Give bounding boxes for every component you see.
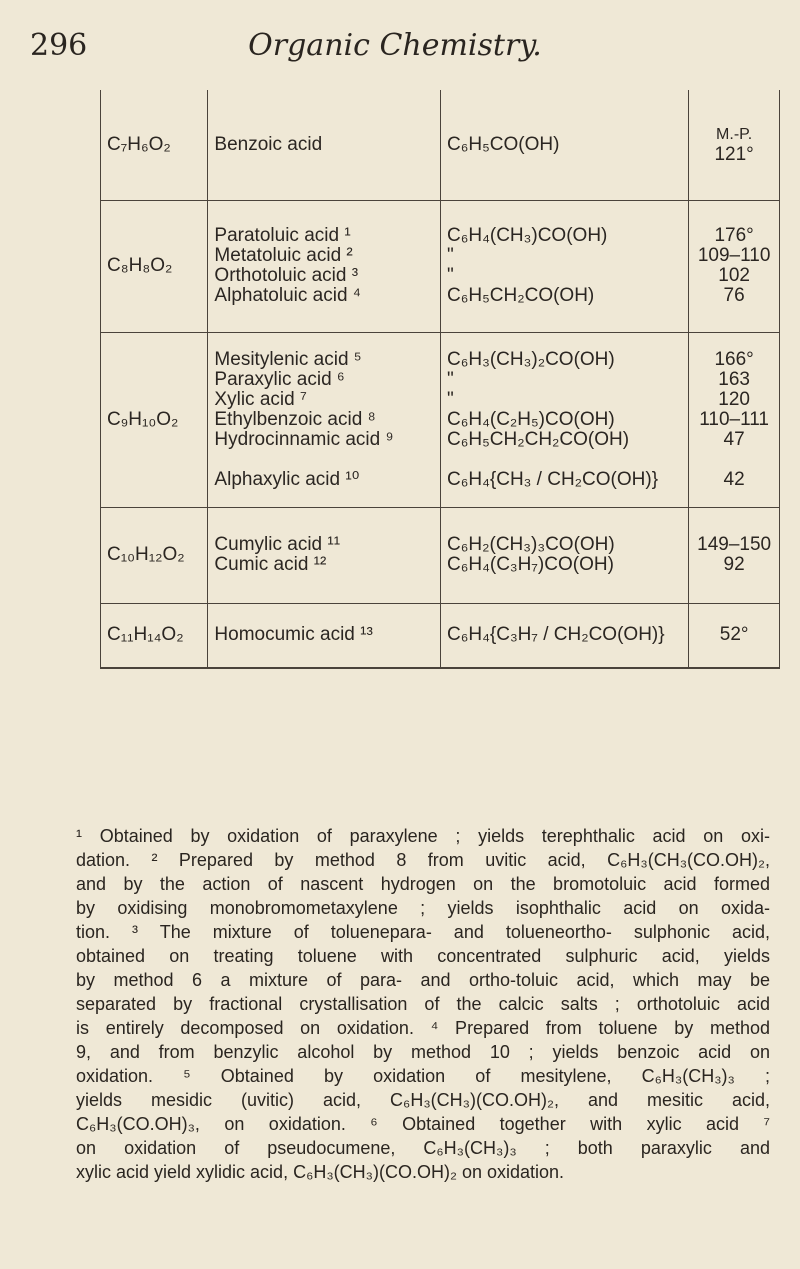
structural-formulas <box>441 603 689 668</box>
acid-name: Metatoluic acid ² <box>214 245 353 266</box>
acid-name: Hydrocinnamic acid ⁹ <box>214 428 394 450</box>
molecular-formula: C₁₁H₁₄O₂ <box>101 603 208 668</box>
structural-formula: C₆H₄(C₂H₅)CO(OH) <box>447 408 615 430</box>
acid-name: Paraxylic acid ⁶ <box>214 368 345 390</box>
acid-name: Paratoluic acid ¹ <box>214 225 351 246</box>
structural-formula: C₆H₄(C₃H₇)CO(OH) <box>447 554 614 575</box>
page-header <box>30 28 760 78</box>
structural-formula: C₆H₅CO(OH) <box>447 133 560 155</box>
structural-formula: C₆H₂(CH₃)₃CO(OH) <box>447 534 615 555</box>
structural-formula: " <box>447 388 454 410</box>
structural-formulas <box>441 200 689 332</box>
acid-names <box>208 200 441 332</box>
acid-name <box>214 450 434 470</box>
table-row <box>101 332 780 507</box>
structural-formula: C₆H₅CH₂CH₂CO(OH) <box>447 428 630 450</box>
table-row <box>101 603 780 668</box>
footnote-line: 9, and from benzylic alcohol by method 10 ; yields benzoic acid on <box>76 1042 770 1062</box>
footnotes <box>76 824 770 1184</box>
footnote-line: on oxidation of pseudocumene, C₆H₃(CH₃)₃ ; both paraxylic and <box>76 1138 770 1158</box>
table-row <box>101 90 780 200</box>
structural-formula: C₆H₄{C₃H₇ / CH₂CO(OH)} <box>447 624 665 646</box>
footnote-line: xylic acid yield xylidic acid, C₆H₃(CH₃)(CO.OH)₂ on oxidation. <box>76 1162 565 1182</box>
acids-table-body <box>101 90 780 668</box>
footnote-line: by method 6 a mixture of para- and ortho-toluic acid, which may be <box>76 970 770 990</box>
acid-name: Benzoic acid <box>214 133 323 155</box>
table-row <box>101 200 780 332</box>
footnote-line: dation. ² Prepared by method 8 from uvitic acid, C₆H₃(CH₃(CO.OH)₂, <box>76 850 770 870</box>
structural-formula: " <box>447 368 454 390</box>
melting-point <box>695 450 773 470</box>
acid-names <box>208 507 441 603</box>
acid-name: Cumic acid ¹² <box>214 554 327 575</box>
melting-point: 166° <box>714 348 754 370</box>
melting-point-header: M.-P. <box>716 125 753 143</box>
footnote-line: obtained on treating toluene with concentrated sulphuric acid, yields <box>76 946 770 966</box>
footnote-line: separated by fractional crystallisation of the calcic salts ; orthotoluic acid <box>76 994 770 1014</box>
structural-formulas <box>441 332 689 507</box>
acid-name: Xylic acid ⁷ <box>214 388 307 410</box>
acid-name: Cumylic acid ¹¹ <box>214 534 341 555</box>
melting-points <box>689 603 780 668</box>
melting-point: 102 <box>718 265 750 286</box>
melting-point: 52° <box>719 624 749 646</box>
melting-point: 120 <box>718 388 750 410</box>
acid-name: Orthotoluic acid ³ <box>214 265 359 286</box>
table-row <box>101 507 780 603</box>
structural-formula: " <box>447 245 454 266</box>
footnote-line: oxidation. ⁵ Obtained by oxidation of mesitylene, C₆H₃(CH₃)₃ ; <box>76 1066 770 1086</box>
acid-names <box>208 332 441 507</box>
structural-formulas <box>441 507 689 603</box>
melting-point: 47 <box>723 428 745 450</box>
structural-formula: C₆H₄{CH₃ / CH₂CO(OH)} <box>447 468 659 490</box>
acid-name: Alphaxylic acid ¹⁰ <box>214 468 360 490</box>
footnote-line: tion. ³ The mixture of toluenepara- and tolueneortho- sulphonic acid, <box>76 922 770 942</box>
melting-point: 109–110 <box>697 245 771 266</box>
structural-formulas <box>441 90 689 200</box>
melting-point: 110–111 <box>699 408 769 430</box>
acid-name: Homocumic acid ¹³ <box>214 624 373 646</box>
footnote-line: ¹ Obtained by oxidation of paraxylene ; yields terephthalic acid on oxi- <box>76 826 770 846</box>
structural-formula <box>447 450 682 470</box>
footnote-line: yields mesidic (uvitic) acid, C₆H₃(CH₃)(CO.OH)₂, and mesitic acid, <box>76 1090 770 1110</box>
melting-points <box>689 507 780 603</box>
molecular-formula: C₉H₁₀O₂ <box>101 332 208 507</box>
acid-name: Mesitylenic acid ⁵ <box>214 348 362 370</box>
melting-points <box>689 90 780 200</box>
melting-points <box>689 200 780 332</box>
footnote-line: is entirely decomposed on oxidation. ⁴ Prepared from toluene by method <box>76 1018 770 1038</box>
melting-points <box>689 332 780 507</box>
acid-name: Alphatoluic acid ⁴ <box>214 285 361 306</box>
structural-formula: C₆H₅CH₂CO(OH) <box>447 285 595 306</box>
acids-table <box>100 90 780 669</box>
melting-point: 163 <box>718 368 750 390</box>
structural-formula: C₆H₃(CH₃)₂CO(OH) <box>447 348 615 370</box>
melting-point: 92 <box>723 554 745 575</box>
footnote-line: C₆H₃(CO.OH)₃, on oxidation. ⁶ Obtained together with xylic acid ⁷ <box>76 1114 770 1134</box>
molecular-formula: C₁₀H₁₂O₂ <box>101 507 208 603</box>
structural-formula: C₆H₄(CH₃)CO(OH) <box>447 225 608 246</box>
melting-point: 149–150 <box>697 534 772 555</box>
molecular-formula: C₈H₈O₂ <box>101 200 208 332</box>
melting-point: 42 <box>723 468 745 490</box>
melting-point: 121° <box>714 143 754 165</box>
footnote-line: and by the action of nascent hydrogen on the bromotoluic acid formed <box>76 874 770 894</box>
structural-formula: " <box>447 265 454 286</box>
acid-names <box>208 603 441 668</box>
molecular-formula: C₇H₆O₂ <box>101 90 208 200</box>
running-title: Organic Chemistry. <box>248 28 542 63</box>
melting-point: 176° <box>714 225 754 246</box>
acid-name: Ethylbenzoic acid ⁸ <box>214 408 376 430</box>
melting-point: 76 <box>723 285 745 306</box>
footnote-line: by oxidising monobromometaxylene ; yields isophthalic acid on oxida- <box>76 898 770 918</box>
page-number: 296 <box>30 28 88 63</box>
acid-names <box>208 90 441 200</box>
